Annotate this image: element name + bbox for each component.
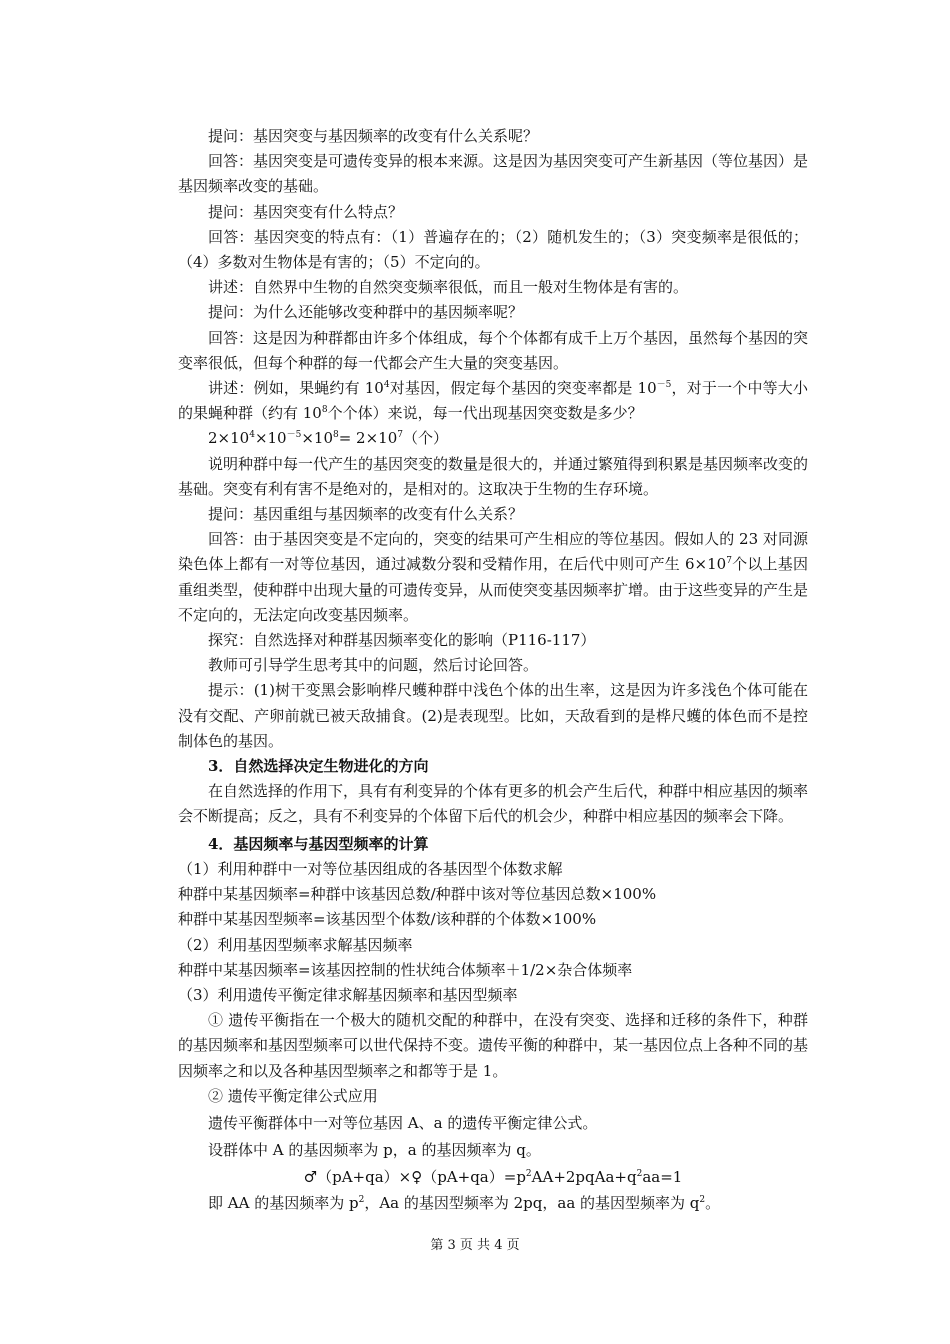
formula-gene-frequency-from-genotype: 种群中某基因频率=该基因控制的性状纯合体频率＋1/2×杂合体频率 [178, 960, 633, 979]
paragraph-method-2: （2）利用基因型频率求解基因频率 [178, 935, 413, 954]
paragraph-answer-2: 回答：基因突变的特点有：（1）普遍存在的；（2）随机发生的；（3）突变频率是很低的；（4）多数对生物体是有害的；（5）不定向的。 [178, 227, 808, 272]
paragraph-genotype-result: 即 AA 的基因频率为 $p^2$，Aa 的基因型频率为 2pq，aa 的基因型频率为 $q^2$。 [208, 1193, 721, 1212]
paragraph-equilibrium-formula-intro: 遗传平衡群体中一对等位基因 A、a 的遗传平衡定律公式。 [208, 1113, 598, 1132]
paragraph-question-2: 提问：基因突变有什么特点？ [208, 202, 404, 221]
section-heading-4: 4．基因频率与基因型频率的计算 [208, 834, 429, 853]
paragraph-answer-1: 回答：基因突变是可遗传变异的根本来源。这是因为基因突变可产生新基因（等位基因）是基因频率改变的基础。 [178, 152, 809, 196]
paragraph-lecture-1: 讲述：自然界中生物的自然突变频率很低，而且一般对生物体是有害的。 [208, 278, 689, 297]
paragraph-question-3: 提问：为什么还能够改变种群中的基因频率呢？ [208, 303, 524, 322]
section-heading-3: 3．自然选择决定生物进化的方向 [208, 757, 429, 776]
paragraph-inquiry: 探究：自然选择对种群基因频率变化的影响（P116-117） [208, 631, 596, 650]
paragraph-natural-selection: 在自然选择的作用下，具有有利变异的个体有更多的机会产生后代，种群中相应基因的频率会不断提高；反之，具有不利变异的个体留下后代的机会少，种群中相应基因的频率会下降。 [178, 782, 809, 826]
paragraph-equilibrium-application: ② 遗传平衡定律公式应用 [208, 1086, 378, 1105]
paragraph-hint: 提示：(1)树干变黑会影响桦尺蠖种群中浅色个体的出生率，这是因为许多浅色个体可能在没有交配、产卵前就已被天敌捕食。(2)是表现型。比如，天敌看到的是桦尺蠖的体色而不是控制体色的基因。 [178, 681, 808, 750]
paragraph-question-4: 提问：基因重组与基因频率的改变有什么关系？ [208, 505, 524, 524]
paragraph-explanation: 说明种群中每一代产生的基因突变的数量是很大的，并通过繁殖得到积累是基因频率改变的基础。突变有利有害不是绝对的，是相对的。这取决于生物的生存环境。 [178, 454, 809, 498]
formula-hardy-weinberg: $♂(pA+qa)\times♀(pA+qa)=p^2AA+2pqAa+q^2aa=1$ [303, 1168, 683, 1187]
paragraph-frequency-definitions: 设群体中 A 的基因频率为 p，a 的基因频率为 q。 [208, 1141, 541, 1160]
document-body [178, 124, 808, 1216]
paragraph-teacher-note: 教师可引导学生思考其中的问题，然后讨论回答。 [208, 656, 539, 675]
formula-gene-frequency: 种群中某基因频率=种群中该基因总数/种群中该对等位基因总数×100% [178, 885, 657, 904]
formula-genotype-frequency: 种群中某基因型频率=该基因型个体数/该种群的个体数×100% [178, 910, 597, 929]
paragraph-question-1: 提问：基因突变与基因频率的改变有什么关系呢？ [208, 127, 539, 145]
page-footer [0, 1234, 950, 1253]
page-number-label: 第 3 页 共 4 页 [430, 1238, 520, 1253]
paragraph-method-1: （1）利用种群中一对等位基因组成的各基因型个体数求解 [178, 859, 563, 878]
paragraph-answer-4: 回答：由于基因突变是不定向的，突变的结果可产生相应的等位基因。假如人的 23 对同源染色体上都有一对等位基因，通过减数分裂和受精作用，在后代中则可产生 $6\times 10^7$个以上基因重组类型，使种群中出现大量的可遗传变异，从而使突变基因频率扩增。由于这些变异的产生是不定向的，无法定向改变基因频率。 [178, 530, 809, 624]
paragraph-answer-3: 回答：这是因为种群都由许多个体组成，每个个体都有成千上万个基因，虽然每个基因的突变率很低，但每个种群的每一代都会产生大量的突变基因。 [178, 328, 809, 372]
paragraph-method-3: （3）利用遗传平衡定律求解基因频率和基因型频率 [178, 985, 518, 1004]
paragraph-equilibrium: ① 遗传平衡指在一个极大的随机交配的种群中，在没有突变、选择和迁移的条件下，种群的基因频率和基因型频率可以世代保持不变。遗传平衡的种群中，某一基因位点上各种不同的基因频率之和以及各种基因型频率之和都等于是 1。 [178, 1011, 809, 1080]
paragraph-lecture-2: 讲述：例如，果蝇约有 $10^4$对基因，假定每个基因的突变率都是 $10^{-5}$，对于一个中等大小的果蝇种群（约有 $10^8$个个体）来说，每一代出现基因突变数是多少？ [178, 379, 808, 423]
formula-mutation-count: $2\times 10^4\times 10^{-5}\times 10^8= 2\times 10^7$（个） [208, 429, 449, 448]
